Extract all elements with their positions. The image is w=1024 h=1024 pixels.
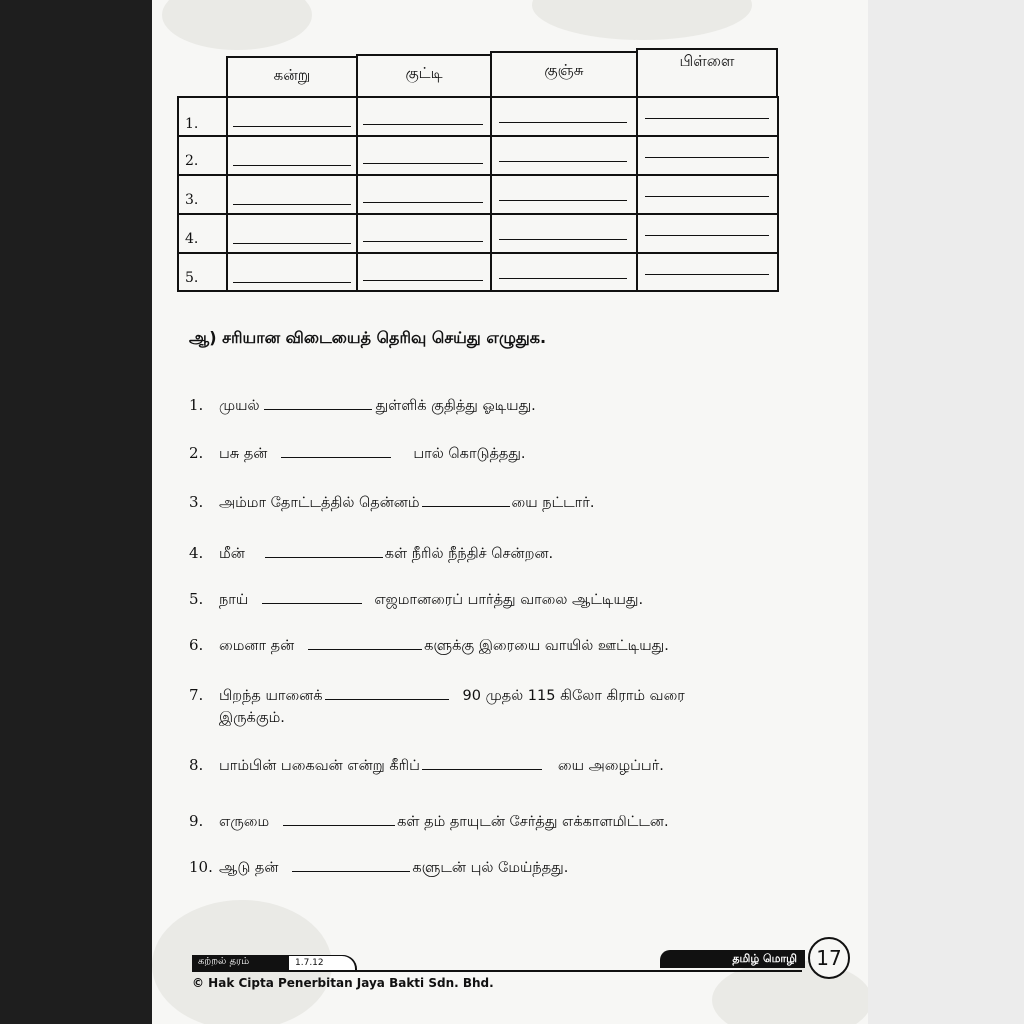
- answer-blank[interactable]: [499, 122, 627, 123]
- page-edge: [868, 0, 1024, 1024]
- question-item: [189, 686, 685, 726]
- question-number: 2.: [189, 444, 204, 462]
- question-continuation: இருக்கும்.: [219, 710, 285, 726]
- subject-banner: தமிழ் மொழி: [660, 950, 805, 968]
- question-text-after: களுக்கு இரையை வாயில் ஊட்டியது.: [424, 638, 669, 654]
- answer-blank[interactable]: [645, 274, 769, 275]
- table-row-number: 3.: [185, 192, 199, 208]
- question-text-before: எருமை: [219, 814, 270, 830]
- fill-blank[interactable]: [292, 870, 410, 872]
- answer-blank[interactable]: [499, 200, 627, 201]
- question-text-before: முயல்: [219, 398, 260, 414]
- question-item: [189, 812, 669, 832]
- question-text-after: 90 முதல் 115 கிலோ கிராம் வரை: [462, 688, 685, 704]
- fill-blank[interactable]: [281, 456, 391, 458]
- question-text-after: எஜமானரைப் பார்த்து வாலை ஆட்டியது.: [374, 592, 644, 608]
- answer-blank[interactable]: [499, 278, 627, 279]
- question-item: [189, 444, 526, 464]
- learning-standard-label: கற்றல் தரம்: [198, 956, 250, 967]
- answer-blank[interactable]: [645, 196, 769, 197]
- learning-standard-code: 1.7.12: [288, 955, 356, 971]
- question-text-after: களுடன் புல் மேய்ந்தது.: [412, 860, 569, 876]
- answer-blank[interactable]: [499, 239, 627, 240]
- table-row-number: 2.: [185, 153, 199, 169]
- answer-blank[interactable]: [363, 163, 483, 164]
- question-number: 4.: [189, 544, 204, 562]
- answer-blank[interactable]: [499, 161, 627, 162]
- question-number: 5.: [189, 590, 204, 608]
- question-item: [189, 590, 643, 610]
- answer-blank[interactable]: [645, 118, 769, 119]
- question-text-before: அம்மா தோட்டத்தில் தென்னம்: [219, 495, 420, 511]
- question-number: 3.: [189, 493, 204, 511]
- question-text-after: பால் கொடுத்தது.: [413, 446, 526, 462]
- fill-blank[interactable]: [422, 505, 510, 507]
- table-header-pillai: பிள்ளை: [679, 52, 735, 70]
- worksheet-page: [152, 0, 870, 1024]
- question-item: [189, 756, 664, 776]
- answer-blank[interactable]: [233, 126, 351, 127]
- question-text-before: பசு தன்: [219, 446, 268, 462]
- fill-blank[interactable]: [308, 648, 422, 650]
- copyright-notice: © Hak Cipta Penerbitan Jaya Bakti Sdn. Bhd.: [192, 976, 494, 990]
- fill-blank[interactable]: [264, 408, 372, 410]
- page-number: 17: [808, 937, 850, 979]
- question-text-after: யை நட்டார்.: [511, 495, 595, 511]
- question-text-before: மைனா தன்: [219, 638, 295, 654]
- question-number: 10.: [189, 858, 213, 876]
- question-number: 9.: [189, 812, 204, 830]
- table-row-number: 5.: [185, 270, 199, 286]
- answer-blank[interactable]: [363, 280, 483, 281]
- footer-rule: [192, 970, 802, 972]
- question-item: [189, 544, 553, 564]
- question-number: 1.: [189, 396, 204, 414]
- question-text-before: பிறந்த யானைக்: [219, 688, 323, 704]
- question-item: [189, 396, 536, 416]
- learning-standard-tab: [192, 955, 357, 971]
- question-number: 7.: [189, 686, 204, 704]
- answer-blank[interactable]: [363, 241, 483, 242]
- table-header-kunju: குஞ்சு: [544, 61, 584, 79]
- fill-blank[interactable]: [265, 556, 383, 558]
- fill-blank[interactable]: [283, 824, 395, 826]
- answer-blank[interactable]: [233, 204, 351, 205]
- answer-blank[interactable]: [645, 235, 769, 236]
- fill-blank[interactable]: [262, 602, 362, 604]
- table-row-number: 4.: [185, 231, 199, 247]
- question-item: [189, 858, 568, 878]
- question-number: 6.: [189, 636, 204, 654]
- question-text-after: யை அழைப்பர்.: [557, 758, 664, 774]
- table-row-number: 1.: [185, 116, 199, 132]
- question-number: 8.: [189, 756, 204, 774]
- question-text-before: மீன்: [219, 546, 245, 562]
- fill-blank[interactable]: [325, 698, 449, 700]
- question-text-before: ஆடு தன்: [219, 860, 279, 876]
- decorative-leaf: [162, 0, 312, 50]
- question-text-after: கள் தம் தாயுடன் சேர்த்து எக்காளமிட்டன.: [397, 814, 669, 830]
- section-title: ஆ) சரியான விடையைத் தெரிவு செய்து எழுதுக.: [189, 328, 547, 347]
- question-item: [189, 636, 669, 656]
- question-text-after: கள் நீரில் நீந்திச் சென்றன.: [384, 546, 554, 562]
- answer-blank[interactable]: [363, 202, 483, 203]
- question-text-after: துள்ளிக் குதித்து ஓடியது.: [375, 398, 536, 414]
- question-text-before: பாம்பின் பகைவன் என்று கீரிப்: [219, 758, 420, 774]
- table-header-kutti: குட்டி: [405, 64, 443, 82]
- answer-blank[interactable]: [363, 124, 483, 125]
- question-text-before: நாய்: [219, 592, 249, 608]
- table-header-kanru: கன்று: [273, 66, 311, 84]
- answer-blank[interactable]: [233, 243, 351, 244]
- answer-blank[interactable]: [233, 165, 351, 166]
- answer-blank[interactable]: [233, 282, 351, 283]
- fill-blank[interactable]: [422, 768, 542, 770]
- answer-blank[interactable]: [645, 157, 769, 158]
- answer-table: [177, 46, 777, 291]
- question-item: [189, 493, 594, 513]
- decorative-leaf: [532, 0, 752, 40]
